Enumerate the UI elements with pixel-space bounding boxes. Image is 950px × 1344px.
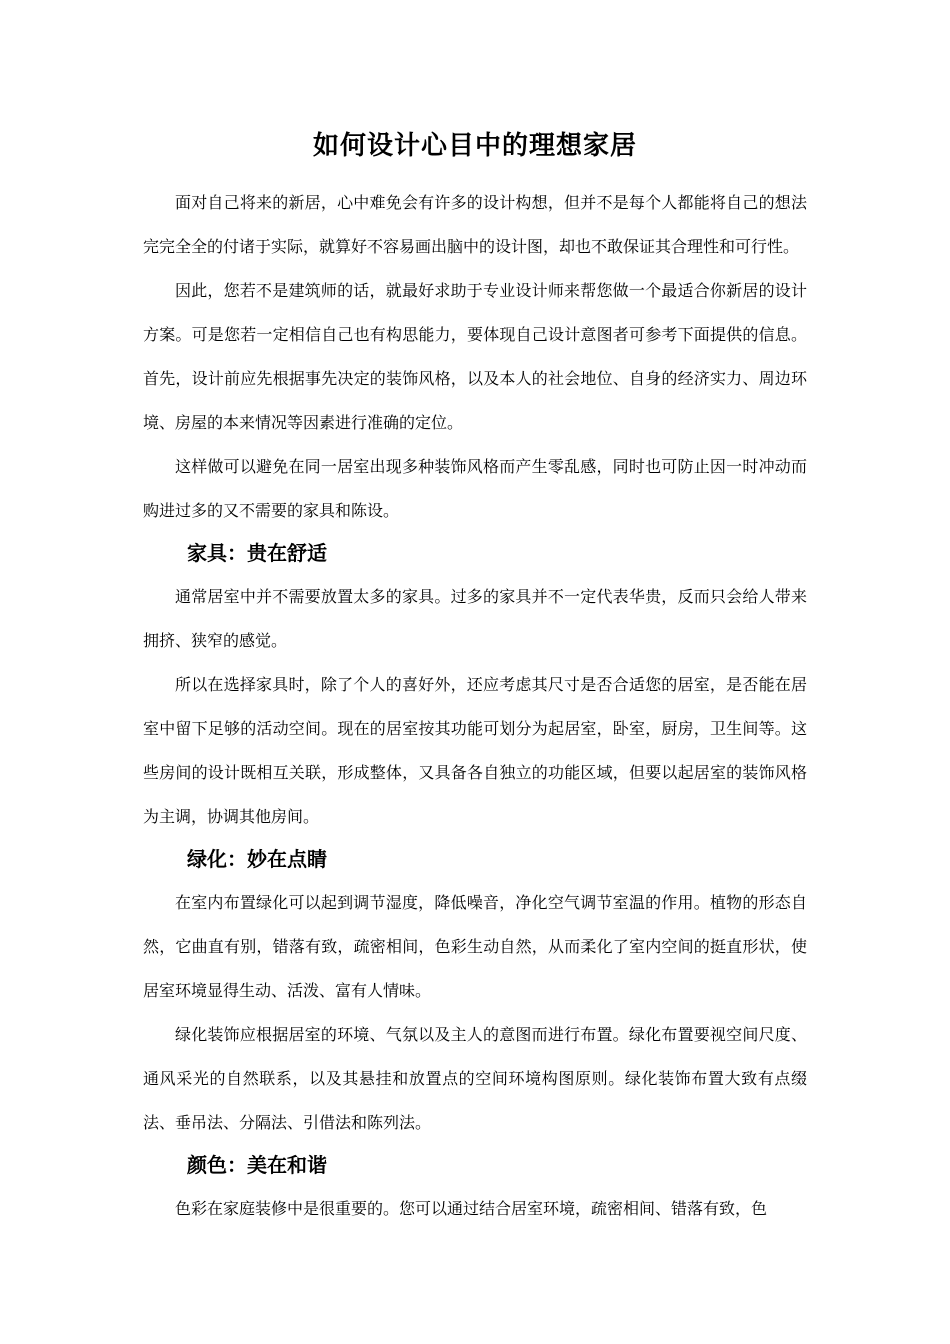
intro-paragraph-3: 这样做可以避免在同一居室出现多种装饰风格而产生零乱感，同时也可防止因一时冲动而购进过多的又不需要的家具和陈设。 (143, 457, 807, 520)
section-heading-furniture: 家具：贵在舒适 (187, 541, 327, 565)
color-paragraph-1: 色彩在家庭装修中是很重要的。您可以通过结合居室环境，疏密相间、错落有致，色 (175, 1199, 768, 1218)
section-heading-greenery: 绿化：妙在点睛 (187, 847, 327, 871)
intro-paragraph-1: 面对自己将来的新居，心中难免会有许多的设计构想，但并不是每个人都能将自己的想法完完全全的付诸于实际，就算好不容易画出脑中的设计图，却也不敢保证其合理性和可行性。 (143, 193, 807, 256)
document-title: 如何设计心目中的理想家居 (312, 131, 637, 161)
section-heading-color: 颜色：美在和谐 (187, 1153, 327, 1177)
greenery-paragraph-2: 绿化装饰应根据居室的环境、气氛以及主人的意图而进行布置。绿化布置要视空间尺度、通风采光的自然联系，以及其悬挂和放置点的空间环境构图原则。绿化装饰布置大致有点缀法、垂吊法、分隔法、引借法和陈列法。 (143, 1025, 807, 1132)
document-page (143, 128, 807, 1231)
furniture-paragraph-1: 通常居室中并不需要放置太多的家具。过多的家具并不一定代表华贵，反而只会给人带来拥挤、狭窄的感觉。 (143, 587, 807, 650)
intro-paragraph-2: 因此，您若不是建筑师的话，就最好求助于专业设计师来帮您做一个最适合你新居的设计方案。可是您若一定相信自己也有构思能力，要体现自己设计意图者可参考下面提供的信息。首先，设计前应先根据事先决定的装饰风格，以及本人的社会地位、自身的经济实力、周边环境、房屋的本来情况等因素进行准确的定位。 (143, 281, 807, 432)
greenery-paragraph-1: 在室内布置绿化可以起到调节湿度，降低噪音，净化空气调节室温的作用。植物的形态自然，它曲直有别，错落有致，疏密相间，色彩生动自然，从而柔化了室内空间的挺直形状，使居室环境显得生动、活泼、富有人情味。 (143, 893, 807, 1000)
furniture-paragraph-2: 所以在选择家具时，除了个人的喜好外，还应考虑其尺寸是否合适您的居室，是否能在居室中留下足够的活动空间。现在的居室按其功能可划分为起居室，卧室，厨房，卫生间等。这些房间的设计既相互关联，形成整体，又具备各自独立的功能区域，但要以起居室的装饰风格为主调，协调其他房间。 (143, 675, 807, 826)
